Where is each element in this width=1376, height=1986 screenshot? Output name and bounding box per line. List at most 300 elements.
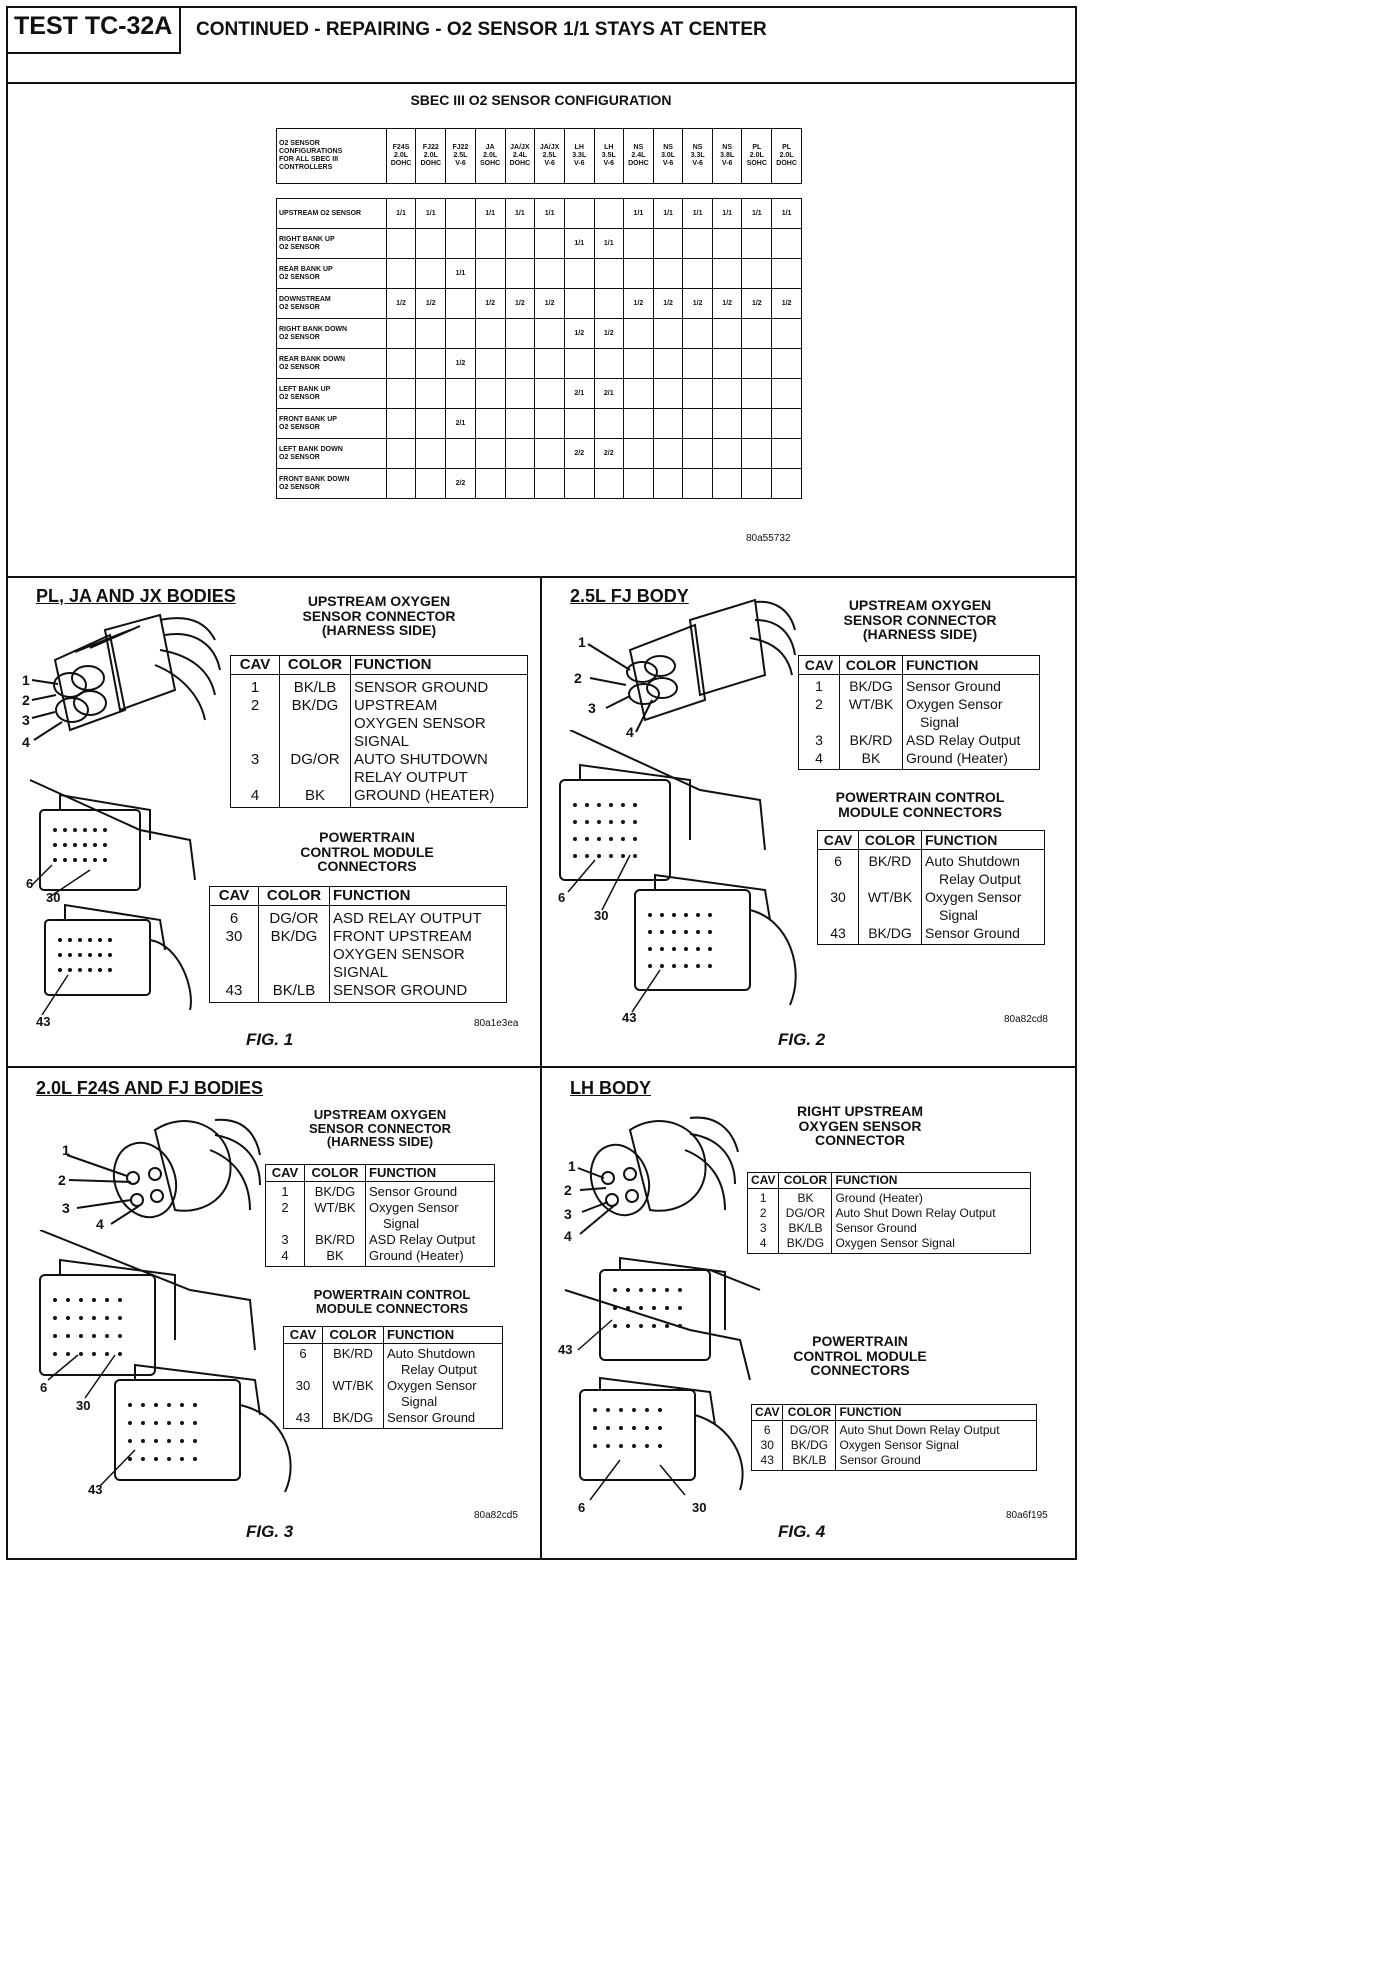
- table-cell-cav: 4: [266, 1248, 305, 1267]
- config-cell: 1/2: [712, 289, 742, 319]
- config-gap-row: [277, 184, 802, 199]
- table-header-function: FUNCTION: [384, 1327, 503, 1344]
- table-cell-function: [922, 888, 1045, 924]
- table-cell-color: BK/LB: [280, 675, 351, 698]
- config-cell: 1/1: [505, 199, 535, 229]
- config-cell: 1/1: [535, 199, 565, 229]
- function-line: Relay Output: [401, 1362, 477, 1377]
- config-cell: [535, 379, 565, 409]
- config-cell: 1/1: [683, 199, 713, 229]
- config-cell: [386, 319, 416, 349]
- config-col-header-line: JA/JX: [539, 144, 560, 151]
- table-cell-cav: 1: [748, 1189, 779, 1207]
- config-row: [277, 319, 802, 349]
- config-cell: [416, 409, 446, 439]
- fig1-pin-2: 2: [22, 692, 30, 708]
- config-cell: [386, 259, 416, 289]
- config-col-header-line: 2.0L: [394, 152, 409, 159]
- config-cell: [386, 379, 416, 409]
- config-col-header-line: NS: [633, 144, 644, 151]
- table-row: [799, 695, 1040, 731]
- table-cell-cav: 3: [231, 751, 280, 787]
- config-cell: [446, 289, 476, 319]
- table-cell-cav: 30: [818, 888, 859, 924]
- config-cell: 1/2: [742, 289, 772, 319]
- config-cell: 1/2: [386, 289, 416, 319]
- fig1-pin-1: 1: [22, 672, 30, 688]
- table-cell-function: [903, 749, 1040, 770]
- title-line: CONNECTOR: [815, 1132, 905, 1149]
- function-line: Oxygen Sensor: [925, 889, 1022, 905]
- fig1-upstream-connector-drawing: [10, 600, 225, 755]
- table-cell-cav: 4: [748, 1236, 779, 1254]
- table-header-cav: CAV: [266, 1165, 305, 1182]
- table-header-function: FUNCTION: [922, 831, 1045, 850]
- table-header-function: FUNCTION: [330, 887, 507, 906]
- config-row-label-line: O2 SENSOR: [279, 333, 320, 341]
- config-col-header-line: V-6: [455, 160, 466, 167]
- config-col-header-line: SOHC: [746, 160, 767, 167]
- function-line: Oxygen Sensor: [906, 696, 1003, 712]
- table-cell-cav: 43: [752, 1453, 783, 1471]
- config-cell: [416, 379, 446, 409]
- config-cell: [624, 439, 654, 469]
- table-row: [210, 928, 507, 982]
- config-col-header-line: PL: [752, 144, 762, 151]
- fig3-pin-2: 2: [58, 1172, 66, 1188]
- fig1-pcm-pin-6: 6: [26, 876, 34, 891]
- config-col-header-line: 2.0L: [423, 152, 438, 159]
- table-header-color: COLOR: [305, 1165, 366, 1182]
- config-title: SBEC III O2 SENSOR CONFIGURATION: [410, 92, 672, 108]
- fig4-upstream-connector-drawing: [570, 1100, 750, 1240]
- config-cell: [564, 349, 594, 379]
- function-line: Auto Shutdown: [925, 853, 1020, 869]
- config-cell: [594, 259, 624, 289]
- config-cell: [446, 439, 476, 469]
- table-cell-color: DG/OR: [779, 1206, 832, 1221]
- table-cell-function: [903, 695, 1040, 731]
- table-row: [266, 1200, 495, 1232]
- config-row-label-line: REAR BANK DOWN: [279, 355, 346, 363]
- config-col-header: [386, 129, 416, 184]
- table-row: [284, 1410, 503, 1429]
- config-col-header-line: V-6: [692, 160, 703, 167]
- config-col-header-line: 2.0L: [483, 152, 498, 159]
- fig1-pin-4: 4: [22, 734, 30, 750]
- table-cell-function: [330, 928, 507, 982]
- config-cell: [475, 229, 505, 259]
- fig3-pcm-connector-drawing: [30, 1230, 310, 1500]
- fig1-pcm-table-wrap: [209, 886, 507, 1003]
- fig3-label: FIG. 3: [246, 1522, 294, 1541]
- config-col-header: [742, 129, 772, 184]
- fig4-pin-2: 2: [564, 1182, 572, 1198]
- fig4-pcm-table-wrap: [751, 1404, 1037, 1471]
- config-cell: [742, 469, 772, 499]
- config-cell: [594, 409, 624, 439]
- table-cell-function: [922, 850, 1045, 889]
- title-line: MODULE CONNECTORS: [315, 1300, 469, 1316]
- config-cell: [564, 199, 594, 229]
- config-code: 80a55732: [746, 533, 791, 544]
- fig3-pin-4: 4: [96, 1216, 104, 1232]
- title-line: MODULE CONNECTORS: [838, 803, 1002, 820]
- config-cell: 1/1: [416, 199, 446, 229]
- function-line: Ground (Heater): [906, 750, 1008, 766]
- config-col-header-line: LH: [574, 144, 584, 151]
- table-cell-function: [836, 1453, 1037, 1471]
- table-cell-cav: 4: [231, 787, 280, 808]
- table-cell-color: BK/DG: [840, 675, 903, 696]
- function-line: Ground (Heater): [835, 1191, 923, 1205]
- config-col-header-line: 3.3L: [572, 152, 587, 159]
- table-header-function: FUNCTION: [903, 656, 1040, 675]
- config-col-header-line: FJ22: [452, 144, 469, 151]
- function-line: Auto Shutdown: [387, 1346, 476, 1361]
- config-cell: 2/2: [594, 439, 624, 469]
- config-col-header: [416, 129, 446, 184]
- config-row-label-line: UPSTREAM O2 SENSOR: [279, 209, 362, 217]
- config-cell: [446, 379, 476, 409]
- config-row-label: [277, 439, 387, 469]
- config-cell: [594, 289, 624, 319]
- fig4-upstream-title: [760, 1104, 960, 1148]
- config-cell: 2/2: [446, 469, 476, 499]
- table-cell-function: [384, 1344, 503, 1379]
- config-col-header-line: V-6: [573, 160, 585, 167]
- table-cell-cav: 2: [799, 695, 840, 731]
- title-line: CONTROL MODULE: [793, 1347, 927, 1364]
- table-cell-color: BK/LB: [259, 982, 330, 1003]
- table-cell-function: [366, 1200, 495, 1232]
- config-col-header: [446, 129, 476, 184]
- config-row-label: [277, 409, 387, 439]
- config-cell: [742, 259, 772, 289]
- table-row: [231, 675, 528, 698]
- function-line: Sensor Ground: [369, 1184, 458, 1199]
- table-row: [748, 1206, 1031, 1221]
- config-col-header: [475, 129, 505, 184]
- config-cell: [772, 349, 802, 379]
- table-header-row: [752, 1405, 1037, 1421]
- function-line: Oxygen Sensor: [369, 1200, 459, 1215]
- title-line: UPSTREAM OXYGEN: [313, 1107, 447, 1122]
- table-row: [799, 675, 1040, 696]
- config-cell: [505, 409, 535, 439]
- table-cell-function: [366, 1232, 495, 1248]
- config-col-header-line: V-6: [544, 160, 555, 167]
- table-header-row: [748, 1173, 1031, 1189]
- title-line: UPSTREAM OXYGEN: [307, 593, 451, 609]
- table-row: [284, 1344, 503, 1379]
- config-cell: [683, 469, 713, 499]
- fig2-upstream-title: [820, 598, 1020, 642]
- title-line: (HARNESS SIDE): [862, 626, 978, 643]
- config-cell: [772, 439, 802, 469]
- table-cell-color: BK/RD: [859, 850, 922, 889]
- table-cell-color: BK/DG: [323, 1410, 384, 1429]
- config-cell: 1/2: [475, 289, 505, 319]
- fig2-pcm-title: [820, 790, 1020, 819]
- config-col-header: [772, 129, 802, 184]
- table-cell-function: [922, 924, 1045, 945]
- table-row: [752, 1438, 1037, 1453]
- config-cell: [653, 259, 683, 289]
- table-header-color: COLOR: [259, 887, 330, 906]
- table-row: [284, 1378, 503, 1410]
- table-cell-function: [903, 731, 1040, 749]
- config-row-label-line: FRONT BANK DOWN: [279, 475, 350, 483]
- table-cell-color: BK/RD: [323, 1344, 384, 1379]
- config-cell: 1/2: [564, 319, 594, 349]
- config-cell: [535, 229, 565, 259]
- config-cell: [505, 229, 535, 259]
- fig4-pin-4: 4: [564, 1228, 572, 1244]
- table-header-cav: CAV: [799, 656, 840, 675]
- config-row-label: [277, 349, 387, 379]
- config-row-label-line: O2 SENSOR: [279, 273, 320, 281]
- fig2-pin-3: 3: [588, 700, 596, 716]
- table-cell-cav: 6: [818, 850, 859, 889]
- fig1-label: FIG. 1: [246, 1030, 294, 1049]
- table-cell-cav: 3: [799, 731, 840, 749]
- table-header-function: FUNCTION: [836, 1405, 1037, 1421]
- function-line: Oxygen Sensor: [387, 1378, 477, 1393]
- table-header-row: [284, 1327, 503, 1344]
- config-cell: 1/1: [564, 229, 594, 259]
- function-line: Sensor Ground: [925, 925, 1020, 941]
- table-cell-cav: 2: [748, 1206, 779, 1221]
- title-line: CONNECTORS: [317, 858, 417, 875]
- function-line: ASD Relay Output: [369, 1232, 476, 1247]
- fig2-pcm-table: [817, 830, 1045, 945]
- config-cell: [653, 439, 683, 469]
- fig4-section-title: LH BODY: [570, 1078, 651, 1098]
- fig3-upstream-connector-drawing: [55, 1100, 275, 1240]
- config-cell: [742, 439, 772, 469]
- config-row: [277, 229, 802, 259]
- table-header-color: COLOR: [783, 1405, 836, 1421]
- fig1-pcm-pin-43: 43: [36, 1014, 51, 1029]
- table-row: [231, 787, 528, 808]
- table-cell-color: WT/BK: [323, 1378, 384, 1410]
- config-cell: [386, 409, 416, 439]
- table-cell-function: [384, 1378, 503, 1410]
- fig3-pin-3: 3: [62, 1200, 70, 1216]
- config-cell: [386, 439, 416, 469]
- table-row: [752, 1453, 1037, 1471]
- table-cell-cav: 1: [799, 675, 840, 696]
- table-row: [231, 697, 528, 751]
- table-cell-color: BK/DG: [280, 697, 351, 751]
- config-cell: [624, 319, 654, 349]
- header-divider: [6, 82, 1077, 84]
- fig4-upstream-table-wrap: [747, 1172, 1031, 1254]
- table-cell-function: [832, 1206, 1031, 1221]
- config-cell: [712, 319, 742, 349]
- fig1-code: 80a1e3ea: [474, 1018, 519, 1029]
- config-col-header: [712, 129, 742, 184]
- function-line: Auto Shut Down Relay Output: [835, 1206, 996, 1220]
- fig4-upstream-table: [747, 1172, 1031, 1254]
- table-cell-function: [330, 982, 507, 1003]
- table-cell-color: BK/LB: [783, 1453, 836, 1471]
- config-cell: [712, 469, 742, 499]
- config-col-header-line: V-6: [603, 160, 615, 167]
- config-cell: [772, 259, 802, 289]
- fig2-pcm-connector-drawing: [550, 730, 800, 1020]
- config-cell: [712, 409, 742, 439]
- config-col-header-line: NS: [663, 144, 673, 151]
- config-col-header-line: NS: [722, 144, 733, 151]
- config-row-label: [277, 259, 387, 289]
- config-row-label-line: O2 SENSOR: [279, 303, 320, 311]
- function-line: ASD RELAY OUTPUT: [333, 910, 482, 927]
- table-row: [748, 1221, 1031, 1236]
- config-col-header-line: FJ22: [422, 144, 439, 151]
- config-cell: [505, 439, 535, 469]
- fig4-pcm-pin-6: 6: [578, 1500, 586, 1515]
- config-cell: [683, 349, 713, 379]
- config-cell: [653, 469, 683, 499]
- table-cell-cav: 43: [210, 982, 259, 1003]
- table-cell-function: [836, 1421, 1037, 1439]
- config-cell: 1/1: [386, 199, 416, 229]
- table-header-row: [231, 656, 528, 675]
- config-row: [277, 259, 802, 289]
- fig1-pcm-table: [209, 886, 507, 1003]
- config-cell: 1/2: [535, 289, 565, 319]
- function-line: Signal: [401, 1394, 438, 1409]
- title-line: UPSTREAM OXYGEN: [848, 597, 992, 613]
- config-cell: [683, 409, 713, 439]
- table-header-color: COLOR: [323, 1327, 384, 1344]
- config-cell: [624, 259, 654, 289]
- config-cell: 2/2: [564, 439, 594, 469]
- table-header-color: COLOR: [280, 656, 351, 675]
- table-cell-cav: 30: [210, 928, 259, 982]
- title-line: (HARNESS SIDE): [321, 622, 437, 639]
- config-col-header-line: DOHC: [776, 160, 797, 167]
- config-col-header-line: DOHC: [628, 160, 649, 167]
- table-cell-color: BK: [305, 1248, 366, 1267]
- config-row-label-line: LEFT BANK DOWN: [279, 445, 343, 453]
- config-corner-line: FOR ALL SBEC III: [279, 156, 339, 163]
- title-line: OXYGEN SENSOR: [798, 1117, 922, 1134]
- table-cell-color: BK: [779, 1189, 832, 1207]
- config-row-label-line: LEFT BANK UP: [279, 385, 331, 393]
- config-cell: 1/2: [416, 289, 446, 319]
- config-cell: [535, 409, 565, 439]
- fig3-pcm-pin-30: 30: [76, 1398, 91, 1413]
- table-row: [231, 751, 528, 787]
- fig3-pcm-pin-6: 6: [40, 1380, 48, 1395]
- config-row-label-line: O2 SENSOR: [279, 483, 320, 491]
- title-line: RIGHT UPSTREAM: [797, 1103, 923, 1119]
- title-line: SENSOR CONNECTOR: [302, 607, 456, 624]
- function-line: SENSOR GROUND: [333, 982, 468, 999]
- config-corner-line: CONFIGURATIONS: [279, 148, 343, 155]
- page-title: CONTINUED - REPAIRING - O2 SENSOR 1/1 STAYS AT CENTER: [196, 19, 767, 40]
- config-cell: [416, 319, 446, 349]
- table-cell-function: [366, 1248, 495, 1267]
- config-row-label-line: REAR BANK UP: [279, 265, 333, 273]
- test-id: TEST TC-32A: [14, 12, 173, 40]
- table-header-row: [266, 1165, 495, 1182]
- fig3-pcm-pin-43: 43: [88, 1482, 103, 1497]
- fig2-pcm-table-wrap: [817, 830, 1045, 945]
- function-line: GROUND (HEATER): [354, 787, 495, 804]
- table-cell-function: [366, 1182, 495, 1201]
- config-cell: [742, 319, 772, 349]
- table-header-cav: CAV: [818, 831, 859, 850]
- config-cell: [712, 439, 742, 469]
- table-cell-cav: 6: [210, 906, 259, 929]
- config-row-label-line: DOWNSTREAM: [279, 295, 331, 303]
- function-line: Signal: [920, 714, 959, 730]
- config-col-header-line: PL: [782, 144, 792, 151]
- config-cell: [742, 349, 772, 379]
- config-row-label-line: RIGHT BANK UP: [279, 235, 335, 243]
- fig2-upstream-connector-drawing: [570, 590, 800, 740]
- config-row-label-line: O2 SENSOR: [279, 423, 320, 431]
- table-row: [210, 906, 507, 929]
- table-cell-cav: 30: [752, 1438, 783, 1453]
- function-line: Auto Shut Down Relay Output: [839, 1423, 1000, 1437]
- table-row: [818, 888, 1045, 924]
- config-cell: 1/1: [772, 199, 802, 229]
- config-cell: 1/1: [712, 199, 742, 229]
- config-cell: [624, 349, 654, 379]
- config-row-label-line: O2 SENSOR: [279, 363, 320, 371]
- fig1-pin-3: 3: [22, 712, 30, 728]
- fig4-pcm-pin-30: 30: [692, 1500, 707, 1515]
- table-header-cav: CAV: [748, 1173, 779, 1189]
- fig4-pcm-title: [760, 1334, 960, 1378]
- table-cell-cav: 2: [266, 1200, 305, 1232]
- fig3-pin-1: 1: [62, 1142, 70, 1158]
- config-cell: [505, 379, 535, 409]
- title-line: CONTROL MODULE: [300, 843, 434, 860]
- function-line: ASD Relay Output: [906, 732, 1021, 748]
- config-cell: [653, 409, 683, 439]
- table-row: [799, 749, 1040, 770]
- config-cell: [475, 319, 505, 349]
- table-cell-function: [351, 697, 528, 751]
- function-line: OXYGEN SENSOR: [354, 715, 486, 732]
- table-row: [818, 924, 1045, 945]
- table-cell-function: [384, 1410, 503, 1429]
- table-cell-color: BK/RD: [840, 731, 903, 749]
- config-col-header: [505, 129, 535, 184]
- config-cell: [772, 469, 802, 499]
- config-cell: [683, 259, 713, 289]
- config-cell: 1/1: [653, 199, 683, 229]
- fig2-upstream-table: [798, 655, 1040, 770]
- table-header-color: COLOR: [859, 831, 922, 850]
- config-row: [277, 409, 802, 439]
- config-cell: [624, 379, 654, 409]
- table-cell-function: [351, 787, 528, 808]
- fig3-pcm-table: [283, 1326, 503, 1429]
- fig1-upstream-table-wrap: [230, 655, 528, 808]
- fig2-code: 80a82cd8: [1004, 1014, 1048, 1025]
- config-cell: [653, 379, 683, 409]
- config-col-header: [564, 129, 594, 184]
- table-cell-cav: 4: [799, 749, 840, 770]
- fig3-pcm-title: [292, 1288, 492, 1315]
